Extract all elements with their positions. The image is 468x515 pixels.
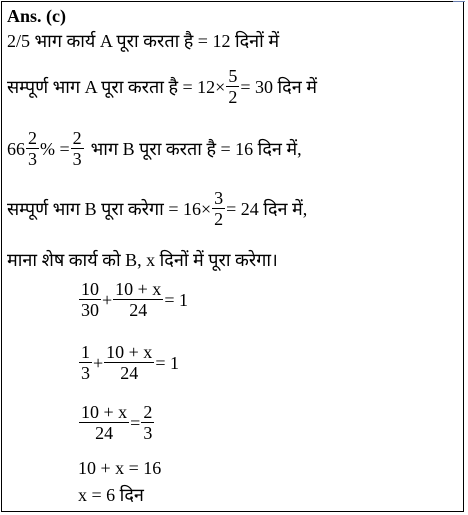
fraction-numerator: 10 + x xyxy=(106,342,153,362)
equation-4: 10 + x = 16 xyxy=(78,458,162,478)
corner-mark xyxy=(453,1,465,5)
fraction-10x-over-24 xyxy=(104,342,154,383)
fraction-numerator: 5 xyxy=(228,66,238,86)
statement-line-3 xyxy=(7,128,302,169)
equation-rhs: = 1 xyxy=(155,352,179,373)
fraction-numerator: 10 + x xyxy=(81,402,128,422)
line2-prefix: सम्पूर्ण भाग A पूरा करता है = 12× xyxy=(7,76,226,97)
fraction-2-over-3-b xyxy=(71,128,84,169)
fraction-2-over-3 xyxy=(141,402,154,443)
equation-5: x = 6 दिन xyxy=(78,485,144,505)
answer-label: Ans. (c) xyxy=(7,6,66,26)
equation-rhs: = 1 xyxy=(164,289,188,310)
statement-line-1: 2/5 भाग कार्य A पूरा करता है = 12 दिनों में xyxy=(7,31,280,51)
fraction-5-over-2 xyxy=(226,66,239,107)
equation-2 xyxy=(78,342,179,383)
equation-3 xyxy=(78,402,155,443)
line4-prefix: सम्पूर्ण भाग B पूरा करेगा = 16× xyxy=(7,198,212,219)
equation-1 xyxy=(78,279,188,320)
fraction-numerator: 2 xyxy=(143,402,153,422)
fraction-denominator: 3 xyxy=(81,363,90,383)
fraction-denominator: 24 xyxy=(95,423,114,443)
fraction-denominator: 30 xyxy=(81,300,99,320)
fraction-10x-over-24 xyxy=(113,279,163,320)
fraction-numerator: 2 xyxy=(28,128,37,148)
fraction-denominator: 3 xyxy=(72,149,82,169)
equals-sign: = xyxy=(130,412,141,433)
fraction-2-over-3-a xyxy=(26,128,39,169)
plus-sign: + xyxy=(93,352,104,373)
statement-line-2 xyxy=(7,66,317,107)
fraction-denominator: 2 xyxy=(214,209,224,229)
fraction-numerator: 3 xyxy=(214,188,224,208)
fraction-numerator: 1 xyxy=(81,342,90,362)
fraction-10-over-30 xyxy=(79,279,101,320)
fraction-numerator: 2 xyxy=(72,128,82,148)
fraction-1-over-3 xyxy=(79,342,92,383)
line3-mid: % = xyxy=(40,138,70,159)
fraction-denominator: 24 xyxy=(129,300,148,320)
fraction-denominator: 3 xyxy=(28,149,37,169)
fraction-denominator: 2 xyxy=(228,87,238,107)
fraction-3-over-2 xyxy=(212,188,225,229)
line4-suffix: = 24 दिन में, xyxy=(226,198,308,219)
statement-line-5: माना शेष कार्य को B, x दिनों में पूरा करेगा। xyxy=(7,250,278,270)
fraction-10x-over-24 xyxy=(79,402,129,443)
line3-suffix: भाग B पूरा करता है = 16 दिन में, xyxy=(90,138,302,159)
line3-lead: 66 xyxy=(7,138,25,159)
fraction-denominator: 24 xyxy=(120,363,139,383)
fraction-numerator: 10 + x xyxy=(115,279,162,299)
fraction-numerator: 10 xyxy=(81,279,99,299)
fraction-denominator: 3 xyxy=(143,423,153,443)
statement-line-4 xyxy=(7,188,307,229)
line2-suffix: = 30 दिन में xyxy=(240,76,317,97)
plus-sign: + xyxy=(102,289,113,310)
